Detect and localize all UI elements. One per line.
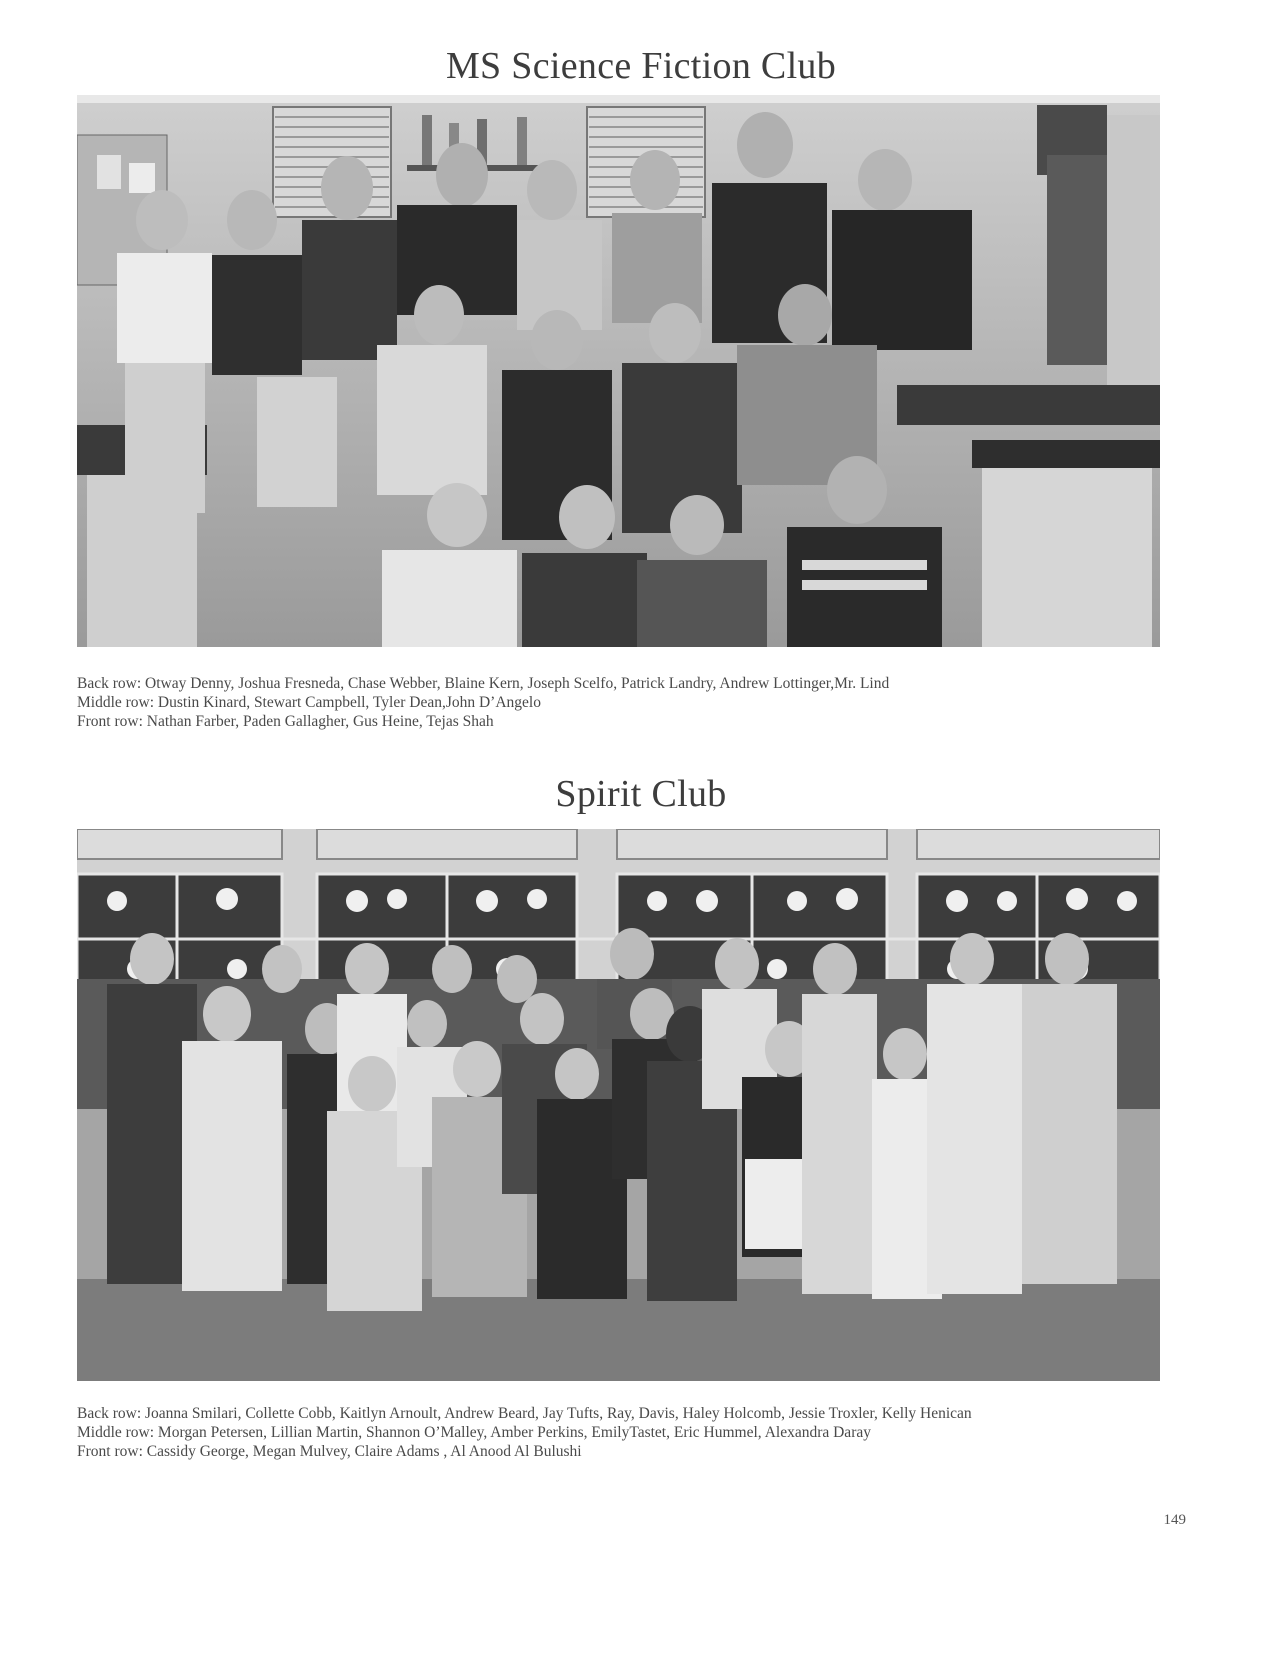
caption-front-row: Front row: Nathan Farber, Paden Gallagher, Gus Heine, Tejas Shah: [77, 713, 494, 730]
outdoor-photo: [77, 829, 1160, 1381]
classroom-photo: [77, 95, 1160, 647]
group-photo-spirit-club: [77, 829, 1160, 1381]
section-title-science-fiction-club: MS Science Fiction Club: [445, 45, 837, 87]
caption-spirit-club: [77, 1404, 1187, 1461]
caption-front-row: Front row: Cassidy George, Megan Mulvey, Claire Adams , Al Anood Al Bulushi: [77, 1443, 582, 1460]
caption-middle-row: Middle row: Dustin Kinard, Stewart Campbell, Tyler Dean,John D’Angelo: [77, 694, 541, 711]
caption-middle-row: Middle row: Morgan Petersen, Lillian Martin, Shannon O’Malley, Amber Perkins, EmilyTastet, Eric Hummel, Alexandra Daray: [77, 1424, 871, 1441]
section-title-spirit-club: Spirit Club: [555, 773, 727, 815]
caption-science-fiction-club: [77, 674, 1187, 731]
caption-back-row: Back row: Otway Denny, Joshua Fresneda, Chase Webber, Blaine Kern, Joseph Scelfo, Patrick Landry, Andrew Lottinger,Mr. Lind: [77, 675, 890, 692]
group-photo-science-fiction-club: [77, 95, 1160, 647]
caption-back-row: Back row: Joanna Smilari, Collette Cobb, Kaitlyn Arnoult, Andrew Beard, Jay Tufts, Ray, Davis, Haley Holcomb, Jessie Troxler, Kelly Henican: [77, 1405, 972, 1422]
page-number: 149: [1163, 1512, 1186, 1528]
